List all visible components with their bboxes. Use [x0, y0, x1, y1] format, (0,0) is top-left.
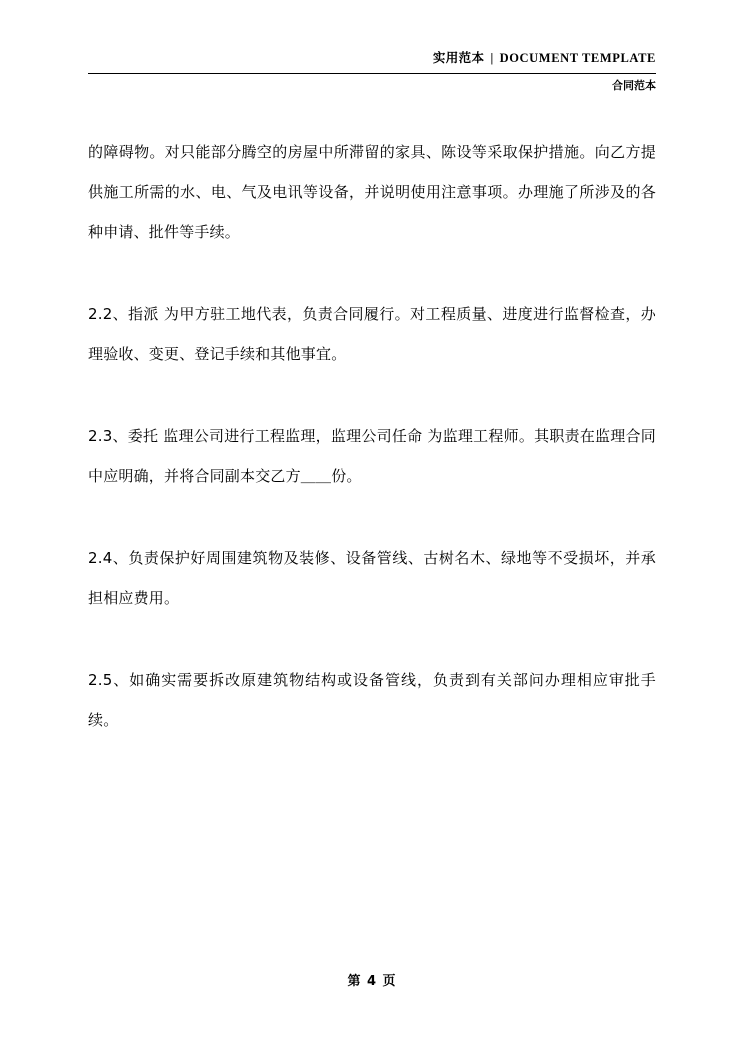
document-body	[88, 132, 656, 740]
paragraph: 2.3、委托 监理公司进行工程监理，监理公司任命 为监理工程师。其职责在监理合同中应明确，并将合同副本交乙方＿＿份。	[88, 427, 656, 485]
paragraph-spacer	[88, 374, 656, 416]
paragraph-spacer	[88, 618, 656, 660]
page-number: 第 4 页	[347, 974, 397, 989]
paragraph: 2.5、如确实需要拆改原建筑物结构或设备管线，负责到有关部问办理相应审批手续。	[88, 671, 656, 729]
paragraph: 的障碍物。对只能部分腾空的房屋中所滞留的家具、陈设等采取保护措施。向乙方提供施工所需的水、电、气及电讯等设备，并说明使用注意事项。办理施了所涉及的各种申请、批件等手续。	[88, 143, 656, 241]
paragraph-spacer	[88, 496, 656, 538]
header-divider	[88, 73, 656, 74]
paragraph: 2.2、指派 为甲方驻工地代表，负责合同履行。对工程质量、进度进行监督检查，办理验收、变更、登记手续和其他事宜。	[88, 305, 656, 363]
header-brand-cn: 实用范本	[432, 50, 485, 65]
header-subtitle: 合同范本	[612, 79, 656, 92]
header-separator: |	[490, 51, 494, 65]
paragraph-spacer	[88, 252, 656, 294]
header-brand-en: DOCUMENT TEMPLATE	[499, 51, 656, 65]
page-header	[88, 48, 656, 94]
page-footer	[0, 970, 744, 990]
paragraph: 2.4、负责保护好周围建筑物及装修、设备管线、古树名木、绿地等不受损坏，并承担相应费用。	[88, 549, 656, 607]
header-brand-line	[88, 48, 656, 66]
